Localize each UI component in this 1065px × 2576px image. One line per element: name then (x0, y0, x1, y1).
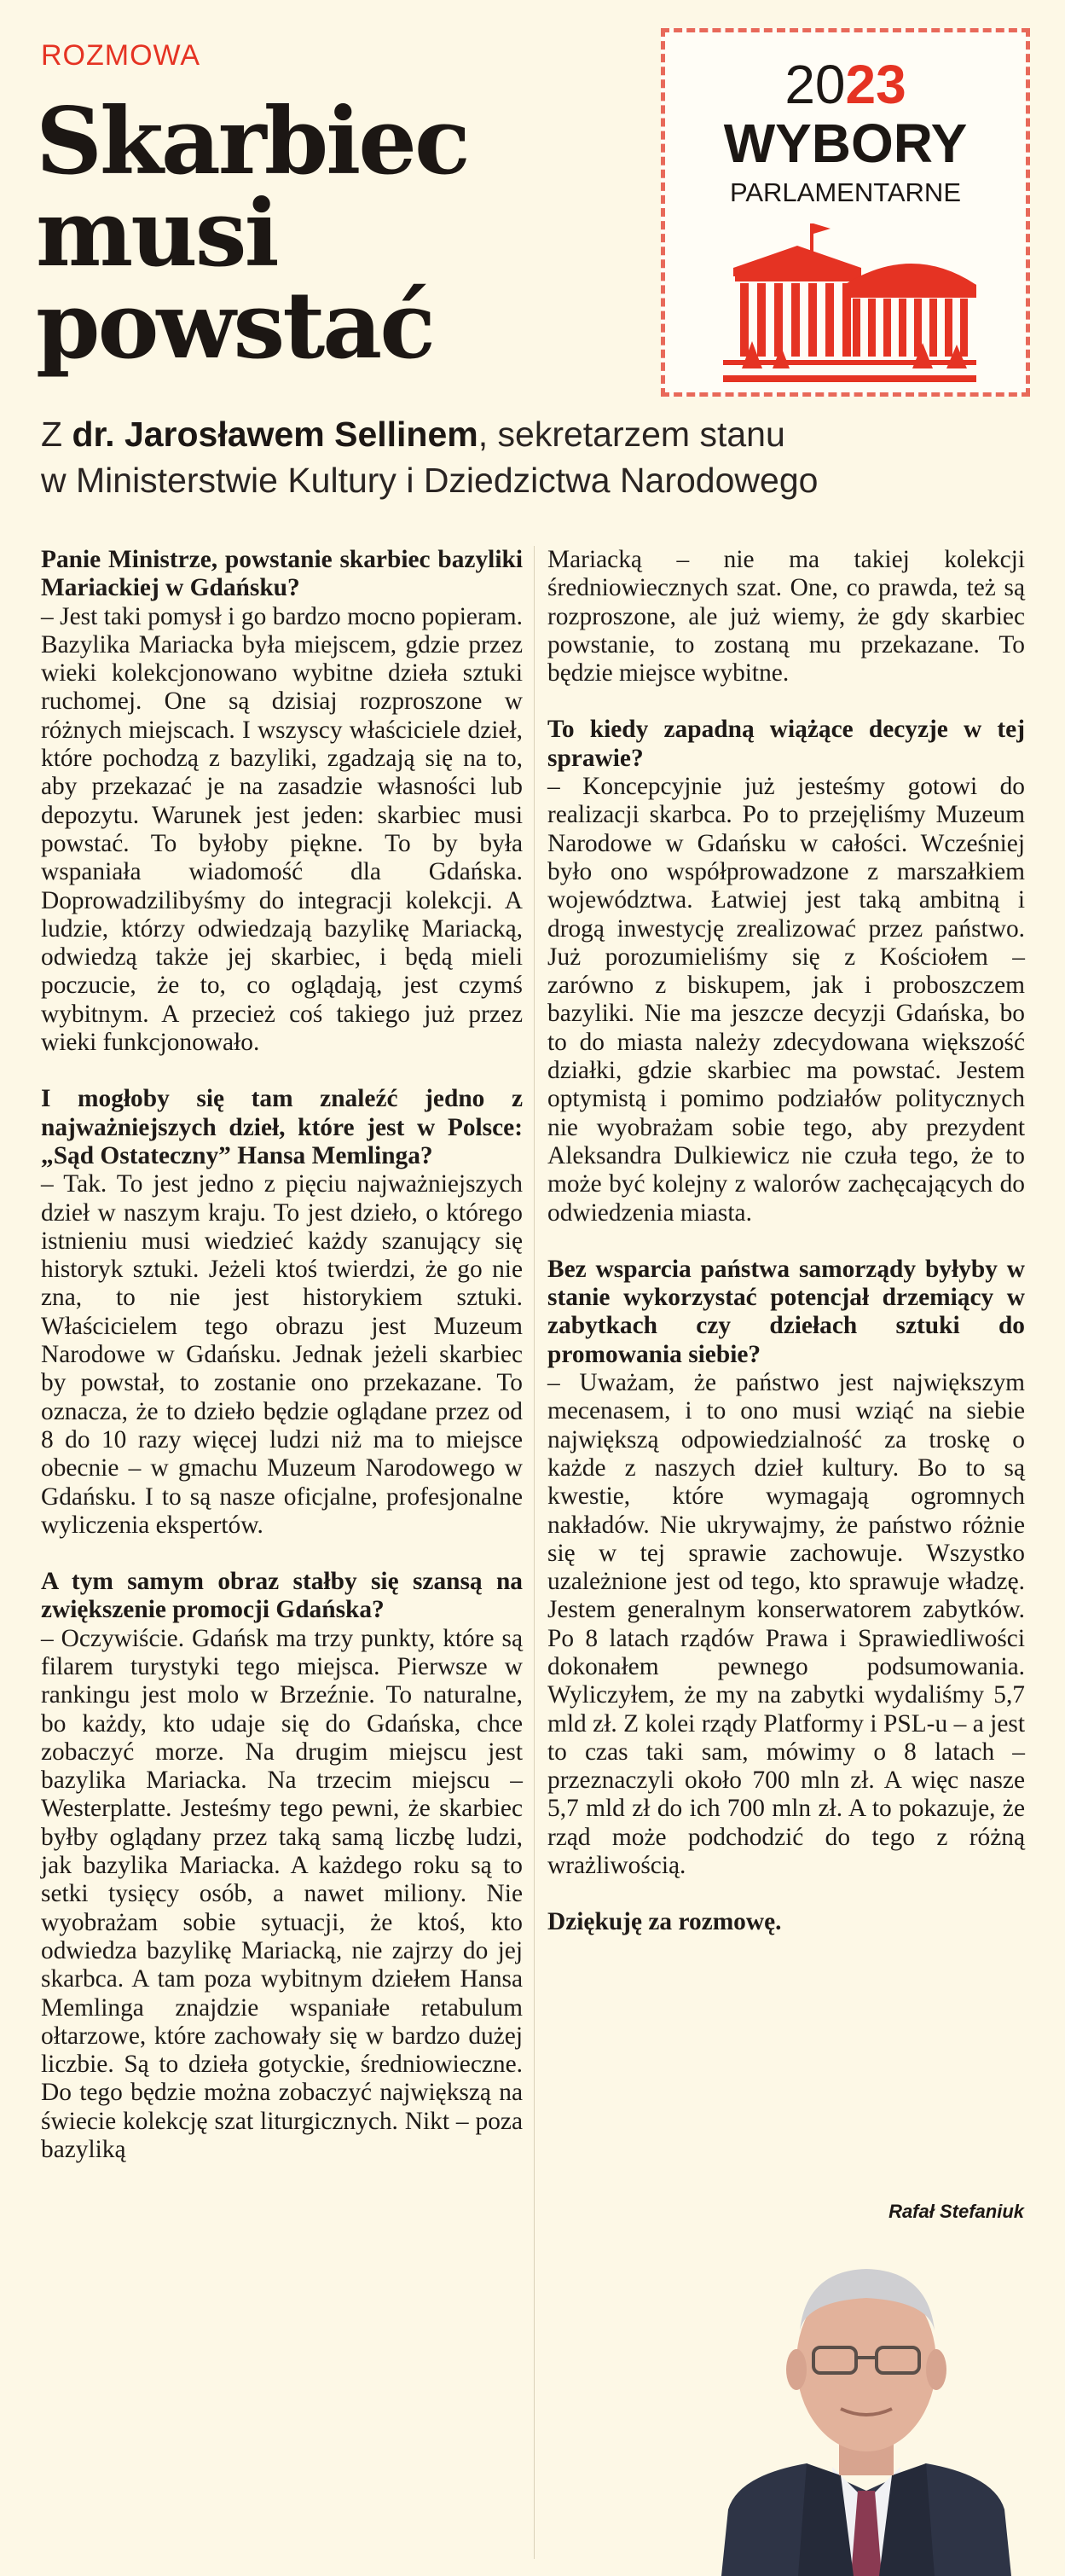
answer: – Koncepcyjnie już jesteśmy gotowi do realizacji skarbca. Po to przejęliśmy Muzeum Narodowe w Gdańsku w całości. Wcześniej było ono współprowadzone z marszałkiem województwa. Łatwiej jest taką ambitną i drogą inwestycję zrealizować przez państwo. Już porozumieliśmy się z Kościołem – zarówno z biskupem, jak i proboszczem bazyliki. Nie ma jeszcze decyzji Gdańska, bo to do miasta należy zdecydowana większość działki, gdzie skarbiec ma powstać. Jestem optymistą i pomimo podziałów politycznych nie wyobrażam sobie tego, aby prezydent Aleksandra Dulkiewicz nie czuła tego, że to może być kolejny z walorów zachęcających do odwiedzenia miasta. (547, 773, 1025, 1227)
question: A tym samym obraz stałby się szansą na zwiększenie promocji Gdańska? (41, 1568, 523, 1624)
question: Bez wsparcia państwa samorządy byłyby w stanie wykorzystać potencjał drzemiący w zabytkach czy dziełach sztuki do promowania siebie? (547, 1255, 1025, 1368)
question: Panie Ministrze, powstanie skarbiec bazyliki Mariackiej w Gdańsku? (41, 546, 523, 602)
parliament-building-icon (716, 217, 983, 387)
intro-lead: Z (41, 415, 72, 454)
badge-year-suffix: 23 (845, 54, 906, 115)
section-label: ROZMOWA (41, 39, 201, 72)
headline-line: musi (36, 180, 277, 287)
question: To kiedy zapadną wiążące decyzje w tej sprawie? (547, 716, 1025, 772)
badge-year-prefix: 20 (784, 54, 846, 115)
interviewee-role: , sekretarzem stanu (478, 415, 785, 454)
headline-line: Skarbiec (36, 88, 468, 195)
election-badge (661, 28, 1030, 397)
answer: – Uważam, że państwo jest największym mecenasem, i to ono musi wziąć na siebie największą odpowiedzialność za troskę o każde z naszych dzieł kultury. Bo to są kwestie, które wymagają ogromnych nakładów. Nie ukrywajmy, że państwo różnie się w tej sprawie zachowuje. Wszystko uzależnione jest od tego, kto sprawuje władzę. Jestem generalnym konserwatorem zabytków. Po 8 latach rządów Prawa i Sprawiedliwości dokonałem pewnego podsumowania. Wyliczyłem, że my na zabytki wydaliśmy 5,7 mld zł. Z kolei rządy Platformy i PSL-u – a jest to czas taki sam, mówimy o 8 latach – przeznaczyli około 700 mln zł. A więc nasze 5,7 mld zł do ich 700 mln zł. A to pokazuje, że rząd może podchodzić do tego z różną wrażliwością. (547, 1369, 1025, 1880)
headline (36, 88, 633, 380)
portrait-photo-icon (704, 2219, 1028, 2576)
interviewee-ministry: w Ministerstwie Kultury i Dziedzictwa Narodowego (41, 461, 819, 500)
question: I mogłoby się tam znaleźć jedno z najważniejszych dzieł, które jest w Polsce: „Sąd Ostateczny” Hansa Memlinga? (41, 1085, 523, 1169)
author-signature: Rafał Stefaniuk (888, 2201, 1024, 2222)
closing-line: Dziękuję za rozmowę. (547, 1908, 782, 1936)
answer: – Oczywiście. Gdańsk ma trzy punkty, które są filarem turystyki tego miejsca. Pierwsze w rankingu jest molo w Brzeźnie. To naturalne, bo każdy, kto udaje się do Gdańska, chce zobaczyć morze. Na drugim miejscu jest bazylika Mariacka. Na trzecim miejscu – Westerplatte. Jesteśmy tego pewni, że skarbiec byłby oglądany przez taką samą liczbę ludzi, jak bazylika Mariacka. A każdego roku są to setki tysięcy osób, a nawet miliony. Nie wyobrażam sobie sytuacji, że ktoś, kto odwiedza bazylikę Mariacką, nie zajrzy do jej skarbca. A tam poza wybitnym dziełem Hansa Memlinga znajdzie wspaniałe retabulum ołtarzowe, które zachowały się w bardzo dużej liczbie. Są to dzieła gotyckie, średniowieczne. Do tego będzie można zobaczyć największą na świecie kolekcję szat liturgicznych. Nikt – poza bazyliką (41, 1624, 523, 2164)
answer: – Tak. To jest jedno z pięciu najważniejszych dzieł w naszym kraju. To jest dzieło, o którego istnieniu musi wiedzieć każdy szanujący się historyk sztuki. Jeżeli ktoś twierdzi, że go nie zna, to nie jest historykiem sztuki. Właścicielem tego obrazu jest Muzeum Narodowe w Gdańsku. Jednak jeżeli skarbiec by powstał, to zostanie ono przekazane. To oznacza, że to dzieło będzie oglądane przez od 8 do 10 razy więcej ludzi niż ma to miejsce obecnie – w gmachu Muzeum Narodowego w Gdańsku. I to są nasze oficjalne, profesjonalne wyliczenia ekspertów. (41, 1170, 523, 1539)
interview-intro (41, 411, 1030, 503)
headline-line: powstać (36, 272, 433, 380)
column-divider (534, 546, 535, 2559)
answer: – Jest taki pomysł i go bardzo mocno popieram. Bazylika Mariacka była miejscem, gdzie przez wieki kolekcjonowano wybitne dzieła sztuki ruchomej. One są dzisiaj rozproszone w różnych miejscach. I wszyscy właściciele dzieł, które pochodzą z bazyliki, zgadzają się na to, aby przekazać je na zasadzie własności lub depozytu. Warunek jest jeden: skarbiec musi powstać. To byłoby piękne. To by była wspaniała wiadomość dla Gdańska. Doprowadzilibyśmy do integracji kolekcji. A ludzie, którzy odwiedzają bazylikę Mariacką, odwiedzą także jej skarbiec, i będą mieli poczucie, że to, co oglądają, jest czymś wybitnym. A przecież coś takiego już przez wieki funkcjonowało. (41, 602, 523, 1057)
badge-title: WYBORY (723, 113, 968, 174)
answer: Mariacką – nie ma takiej kolekcji średniowiecznych szat. One, co prawda, też są rozproszone, ale już wiemy, że gdy skarbiec powstanie, to zostaną mu przekazane. To będzie miejsce wybitne. (547, 546, 1025, 688)
left-column (41, 546, 523, 2164)
right-column (547, 546, 1025, 1937)
badge-subtitle: PARLAMENTARNE (729, 177, 961, 207)
interviewee-name: dr. Jarosławem Sellinem (72, 415, 478, 454)
badge-year (665, 55, 1026, 114)
